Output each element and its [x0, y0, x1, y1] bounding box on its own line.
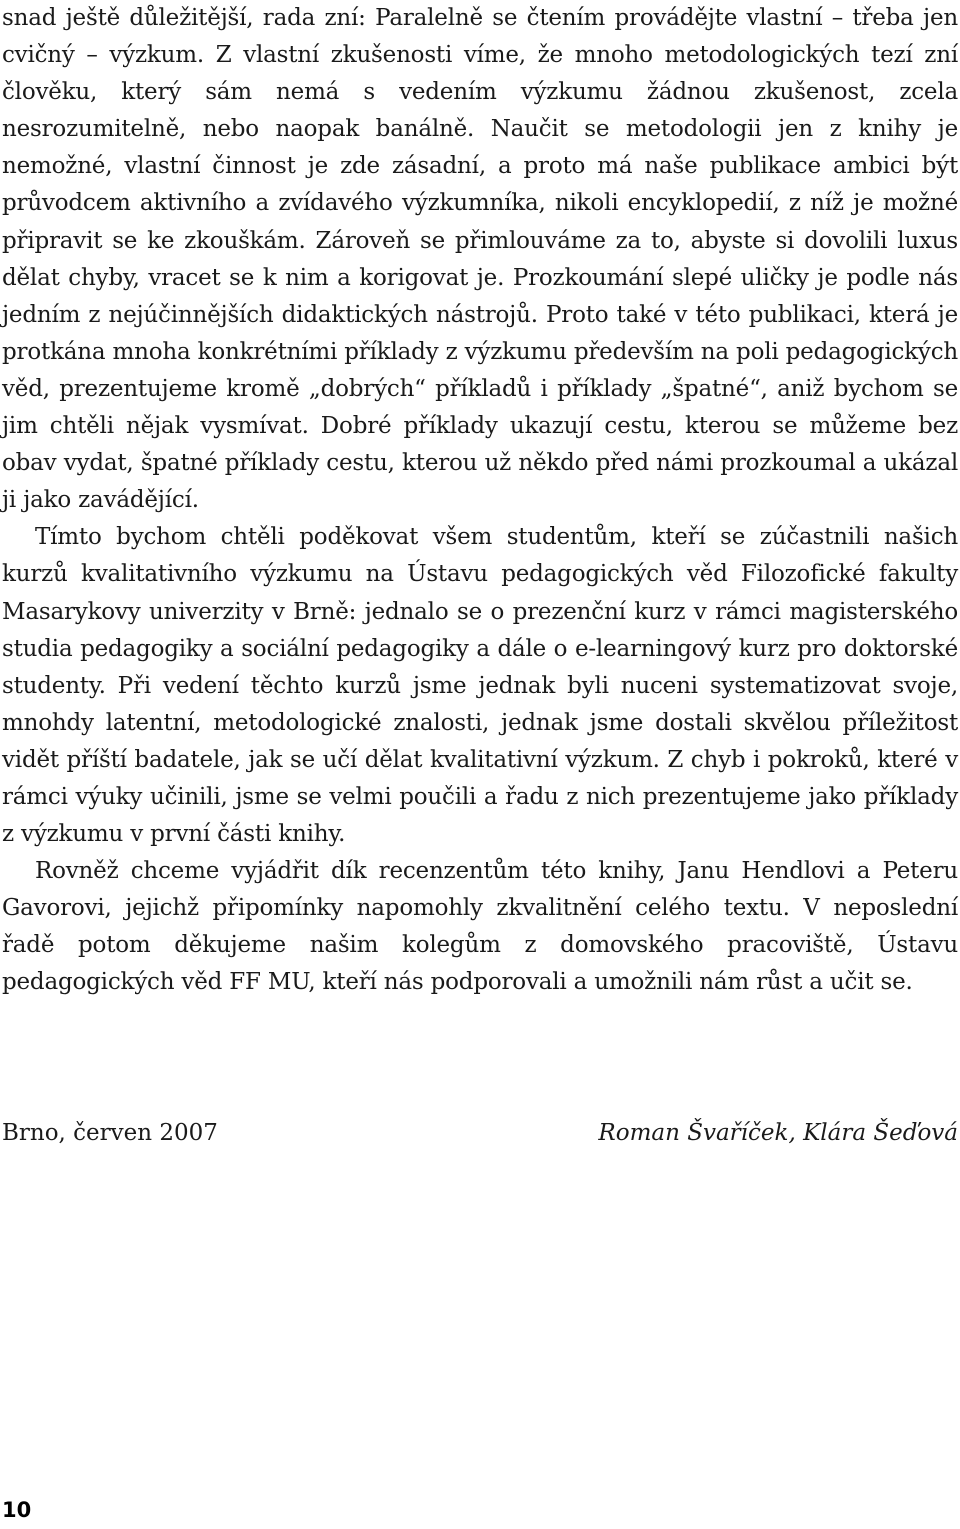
paragraph-3: Rovněž chceme vyjádřit dík recenzentům této knihy, Janu Hendlovi a Peteru Gavorovi, jejichž připomínky napomohly zkvalitnění celého textu. V neposlední řadě potom děkujeme našim kolegům z domovského pracoviště, Ústavu pedagogických věd FF MU, kteří nás podporovali a umožnili nám růst a učit se. [2, 858, 958, 996]
place-date: Brno, červen 2007 [2, 1120, 218, 1146]
page-number: 10 [2, 1498, 32, 1522]
body-text [2, 0, 958, 1002]
authors: Roman Švaříček, Klára Šeďová [598, 1120, 958, 1146]
paragraph-1: snad ještě důležitější, rada zní: Paralelně se čtením provádějte vlastní – třeba jen cvičný – výzkum. Z vlastní zkušenosti víme, že mnoho metodologických tezí zní člověku, který sám nemá s vedením výzkumu žádnou zkušenost, zcela nesrozumitelně, nebo naopak banálně. Naučit se metodologii jen z knihy je nemožné, vlastní činnost je zde zásadní, a proto má naše publikace ambici být průvodcem aktivního a zvídavého výzkumníka, nikoli encyklopedií, z níž je možné připravit se ke zkouškám. Zároveň se přimlouváme za to, abyste si dovolili luxus dělat chyby, vracet se k nim a korigovat je. Prozkoumání slepé uličky je podle nás jedním z nejúčinnějších didaktických nástrojů. Proto také v této publikaci, která je protkána mnoha konkrétními příklady z výzkumu především na poli pedagogických věd, prezentujeme kromě „dobrých“ příkladů i příklady „špatné“, aniž bychom se jim chtěli nějak vysmívat. Dobré příklady ukazují cestu, kterou se můžeme bez obav vydat, špatné příklady cestu, kterou už někdo před námi prozkoumal a ukázal ji jako zavádějící. [2, 5, 958, 514]
signature-line [2, 1115, 958, 1152]
paragraph-2: Tímto bychom chtěli poděkovat všem studentům, kteří se zúčastnili našich kurzů kvalitativního výzkumu na Ústavu pedagogických věd Filozofické fakulty Masarykovy univerzity v Brně: jednalo se o prezenční kurz v rámci magisterského studia pedagogiky a sociální pedagogiky a dále o e-learningový kurz pro doktorské studenty. Při vedení těchto kurzů jsme jednak byli nuceni systematizovat svoje, mnohdy latentní, metodologické znalosti, jednak jsme dostali skvělou příležitost vidět příští badatele, jak se učí dělat kvalitativní výzkum. Z chyb i pokroků, které v rámci výuky učinili, jsme se velmi poučili a řadu z nich prezentujeme jako příklady z výzkumu v první části knihy. [2, 524, 958, 848]
